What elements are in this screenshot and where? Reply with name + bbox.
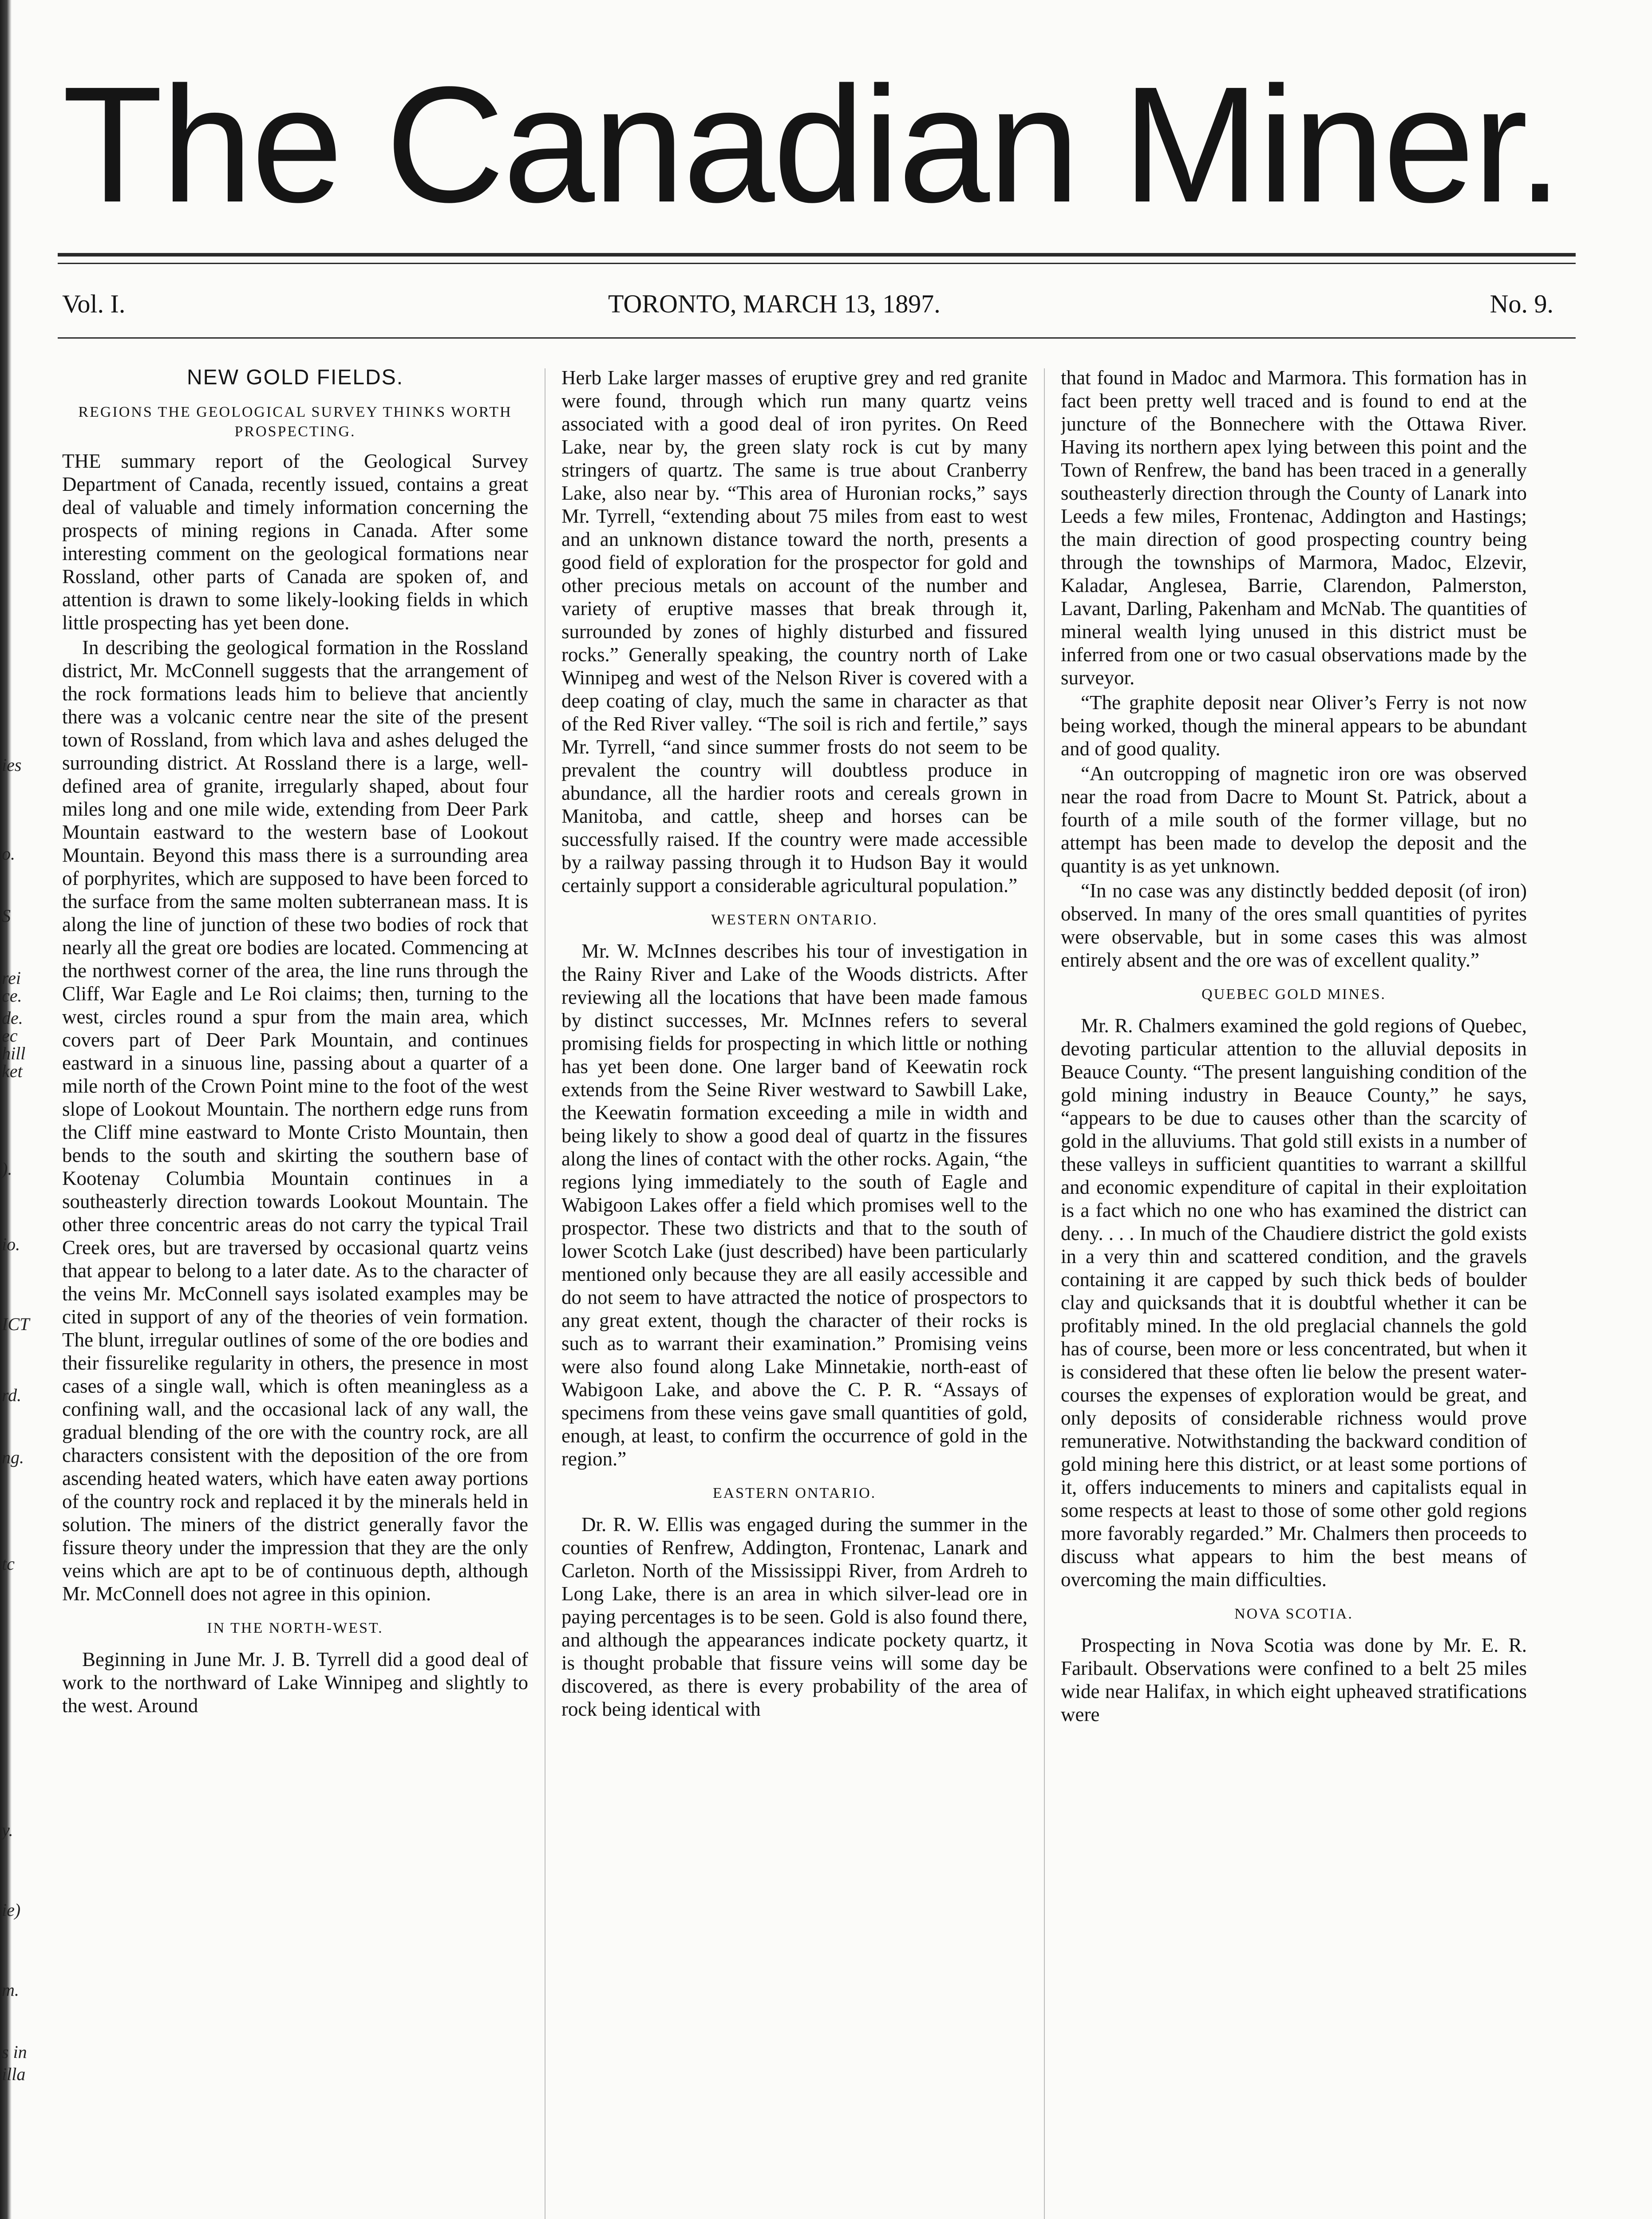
masthead-rule-bottom [58,263,1576,264]
paragraph: “In no case was any distinctly bedded deposit (of iron) observed. In many of the ores small quantities of pyrites were observable, but in some cases this was almost entirely absent and the ore was of excellent quality.” [1061,880,1527,971]
paragraph: that found in Madoc and Marmora. This formation has in fact been pretty well traced and is found to end at the juncture of the Bonnechere with the Ottawa River. Having its northern apex lying between this point and the Town of Renfrew, the band has been traced in a generally southeasterly direction through the County of Lanark into Leeds a few miles, Frontenac, Addington and Hastings; the main direction of good prospecting country being through the townships of Marmora, Madoc, Elzevir, Kaladar, Anglesea, Barrie, Clarendon, Palmerston, Lavant, Darling, Pakenham and McNab. The quantities of mineral wealth lying unused in this district must be inferred from one or two casual observations made by the surveyor. [1061,367,1527,689]
margin-fragment: io. [2,1234,20,1254]
column-2 [561,366,1028,2219]
margin-fragment: S [2,906,11,926]
subhead-quebec-gold-mines: QUEBEC GOLD MINES. [1201,986,1386,1003]
volume-label: Vol. I. [62,289,126,318]
margin-fragment: ). [2,1159,12,1179]
paragraph: Dr. R. W. Ellis was engaged during the summer in the counties of Renfrew, Addington, Frontenac, Lanark and Carleton. North of the Mississippi River, from Ardreh to Long Lake, there is an area in which silver-lead ore in paying percentages is to be seen. Gold is also found there, and although the appearances indicate pockety quartz, it is thought probable that fissure veins will some day be discovered, as there is every probability of the area of rock being identical with [561,1513,1028,1720]
subhead-eastern-ontario: EASTERN ONTARIO. [712,1485,877,1501]
paragraph: THE summary report of the Geological Survey Department of Canada, recently issued, contains a great deal of valuable and timely information concerning the prospects of mining regions in Canada. After some interesting comment on the geological formations near Rossland, other parts of Canada are spoken of, and attention is drawn to some likely-looking fields in which little prospecting has yet been done. [62,450,528,634]
margin-fragment: rd. [2,1385,22,1405]
margin-fragment: ng. [2,1447,24,1467]
dateline-rule [58,337,1576,339]
margin-fragment: ec [2,1026,18,1046]
subhead-western-ontario: WESTERN ONTARIO. [711,912,878,928]
paragraph: Beginning in June Mr. J. B. Tyrrell did a good deal of work to the northward of Lake Winnipeg and slightly to the west. Around [62,1648,528,1717]
paragraph: “The graphite deposit near Oliver’s Ferry is not now being worked, though the mineral appears to be abundant and of good quality. [1061,691,1527,760]
column-3 [1061,366,1527,2219]
margin-fragment: illa [2,2064,26,2084]
paragraph: Prospecting in Nova Scotia was done by Mr. E. R. Faribault. Observations were confined to a belt 25 miles wide near Halifax, in which eight upheaved stratifications were [1061,1634,1527,1725]
margin-fragment: ie) [2,1900,21,1920]
margin-fragment: o. [2,844,15,864]
masthead-title: The Canadian Miner. [62,52,1561,237]
margin-fragment: ket [2,1061,23,1081]
paragraph: Mr. W. McInnes describes his tour of investigation in the Rainy River and Lake of the Woods districts. After reviewing all the locations that have been made famous by distinct successes, Mr. McInnes refers to several promising fields for prospecting in which little or nothing has yet been done. One larger band of Keewatin rock extends from the Seine River westward to Sawbill Lake, the Keewatin formation exceeding a mile in width and being likely to show a good deal of quartz in the fissures along the lines of contact with the other rocks. Again, “the regions lying immediately to the south of Eagle and Wabigoon Lakes offer a field which promises well to the prospector. These two districts and that to the south of lower Scotch Lake (just described) have been particularly mentioned only because they are all easily accessible and do not seem to have attracted the notice of prospectors to any great extent, though the character of their rocks is such as to warrant their examination.” Promising veins were also found along Lake Minnetakie, north-east of Wabigoon Lake, and above the C. P. R. “Assays of specimens from these veins gave small quantities of gold, enough, at least, to confirm the occurrence of gold in the region.” [561,940,1028,1470]
margin-fragment: m. [2,1980,19,2000]
paragraph: “An outcropping of magnetic iron ore was observed near the road from Dacre to Mount St. Patrick, about a fourth of a mile south of the former village, but no attempt has been made to develop the deposit and the quantity is as yet unknown. [1061,762,1527,877]
subhead-north-west: IN THE NORTH-WEST. [207,1620,383,1636]
margin-fragment: ce. [2,986,22,1006]
masthead-rule-top [58,253,1576,257]
margin-fragment: hill [2,1043,26,1063]
margin-fragment: rei [2,968,21,988]
paragraph: Mr. R. Chalmers examined the gold regions of Quebec, devoting particular attention to the alluvial deposits in Beauce County. “The present languishing condition of the gold mining industry in Beauce County,” he says, “appears to be due to causes other than the scarcity of gold in the alluviums. That gold still exists in a number of these valleys in sufficient quantities to warrant a skillful and economic expenditure of capital in their exploitation is a fact which no one who has examined the district can deny. . . . In much of the Chaudiere district the gold exists in a very thin and scattered condition, and the gravels containing it are capped by such thick beds of boulder clay and quicksands that it is doubtful whether it can be profitably mined. In the old preglacial channels the gold has of course, been more or less concentrated, but when it is considered that these often lie below the present water-courses the expenses of exploration would be great, and only deposits of considerable richness would prove remunerative. Notwithstanding the backward condition of gold mining here this district, or at least some portions of it, offers inducements to miners and capitalists equal in some respects at least to those of some other gold regions more favorably regarded.” Mr. Chalmers then proceeds to discuss what appears to him the best means of overcoming the main difficulties. [1061,1015,1527,1591]
margin-fragment: tc [2,1554,15,1574]
page-spine-shadow [0,0,12,2219]
margin-fragment: ies [2,755,22,775]
column-1 [62,366,528,2219]
dateline-bar [62,286,1571,322]
issue-number: No. 9. [1490,289,1553,318]
issue-date: TORONTO, MARCH 13, 1897. [608,289,941,318]
margin-fragment: y. [2,1820,13,1840]
article-deck: REGIONS THE GEOLOGICAL SURVEY THINKS WORTH PROSPECTING. [78,404,512,440]
article-headline: NEW GOLD FIELDS. [186,366,404,389]
paragraph: Herb Lake larger masses of eruptive grey and red granite were found, through which run many quartz veins associated with a good deal of iron pyrites. On Reed Lake, near by, the green slaty rock is cut by many stringers of quartz. The same is true about Cranberry Lake, also near by. “This area of Huronian rocks,” says Mr. Tyrrell, “extending about 75 miles from east to west and an unknown distance toward the north, presents a good field of exploration for the prospector for gold and other precious metals on account of the number and variety of eruptive masses that break through it, surrounded by zones of highly disturbed and fissured rocks.” Generally speaking, the country north of Lake Winnipeg and west of the Nelson River is covered with a deep coating of clay, much the same in character as that of the Red River valley. “The soil is rich and fertile,” says Mr. Tyrrell, “and since summer frosts do not seem to be prevalent the country will doubtless produce in abundance, all the hardier roots and cereals grown in Manitoba, and cattle, sheep and horses can be successfully raised. If the country were made accessible by a railway passing through it to Hudson Bay it would certainly support a considerable agricultural population.” [561,367,1028,896]
margin-fragment: ICT [2,1314,30,1334]
margin-fragment: s in [2,2042,27,2062]
column-divider-2 [1044,368,1045,2219]
paragraph: In describing the geological formation in the Rossland district, Mr. McConnell suggests that the arrangement of the rock formations leads him to believe that anciently there was a volcanic centre near the site of the present town of Rossland, from which lava and ashes deluged the surrounding district. At Rossland there is a large, well-defined area of granite, irregularly shaped, about four miles long and one mile wide, extending from Deer Park Mountain eastward to the western base of Lookout Mountain. Beyond this mass there is a surrounding area of porphyrites, which are supposed to have been forced to the surface from the same molten subterranean mass. It is along the line of junction of these two bodies of rock that nearly all the great ore bodies are located. Commencing at the northwest corner of the area, the line runs through the Cliff, War Eagle and Le Roi claims; then, turning to the west, circles round a spur from the main area, which covers part of Deer Park Mountain, and continues eastward in a sinuous line, passing about a quarter of a mile north of the Crown Point mine to the foot of the west slope of Lookout Mountain. The northern edge runs from the Cliff mine eastward to Monte Cristo Mountain, then bends to the south and skirting the southern base of Kootenay Columbia Mountain continues in a southeasterly direction towards Lookout Mountain. The other three concentric areas do not carry the typical Trail Creek ores, but are traversed by occasional quartz veins that appear to belong to a later date. As to the character of the veins Mr. McConnell says isolated examples may be cited in support of any of the theories of vein formation. The blunt, irregular outlines of some of the ore bodies and their fissurelike regularity in others, the presence in most cases of a single wall, which is often meaningless as a confining wall, and the occasional lack of any wall, the gradual blending of the ore with the country rock, are all characters consistent with the deposition of the ore from ascending heated waters, which have eaten away portions of the country rock and replaced it by the minerals held in solution. The miners of the district generally favor the fissure theory under the impression that they are the only veins which are apt to be of continuous depth, although Mr. McConnell does not agree in this opinion. [62,636,528,1605]
subhead-nova-scotia: NOVA SCOTIA. [1234,1606,1353,1622]
margin-fragment: de. [2,1008,23,1028]
